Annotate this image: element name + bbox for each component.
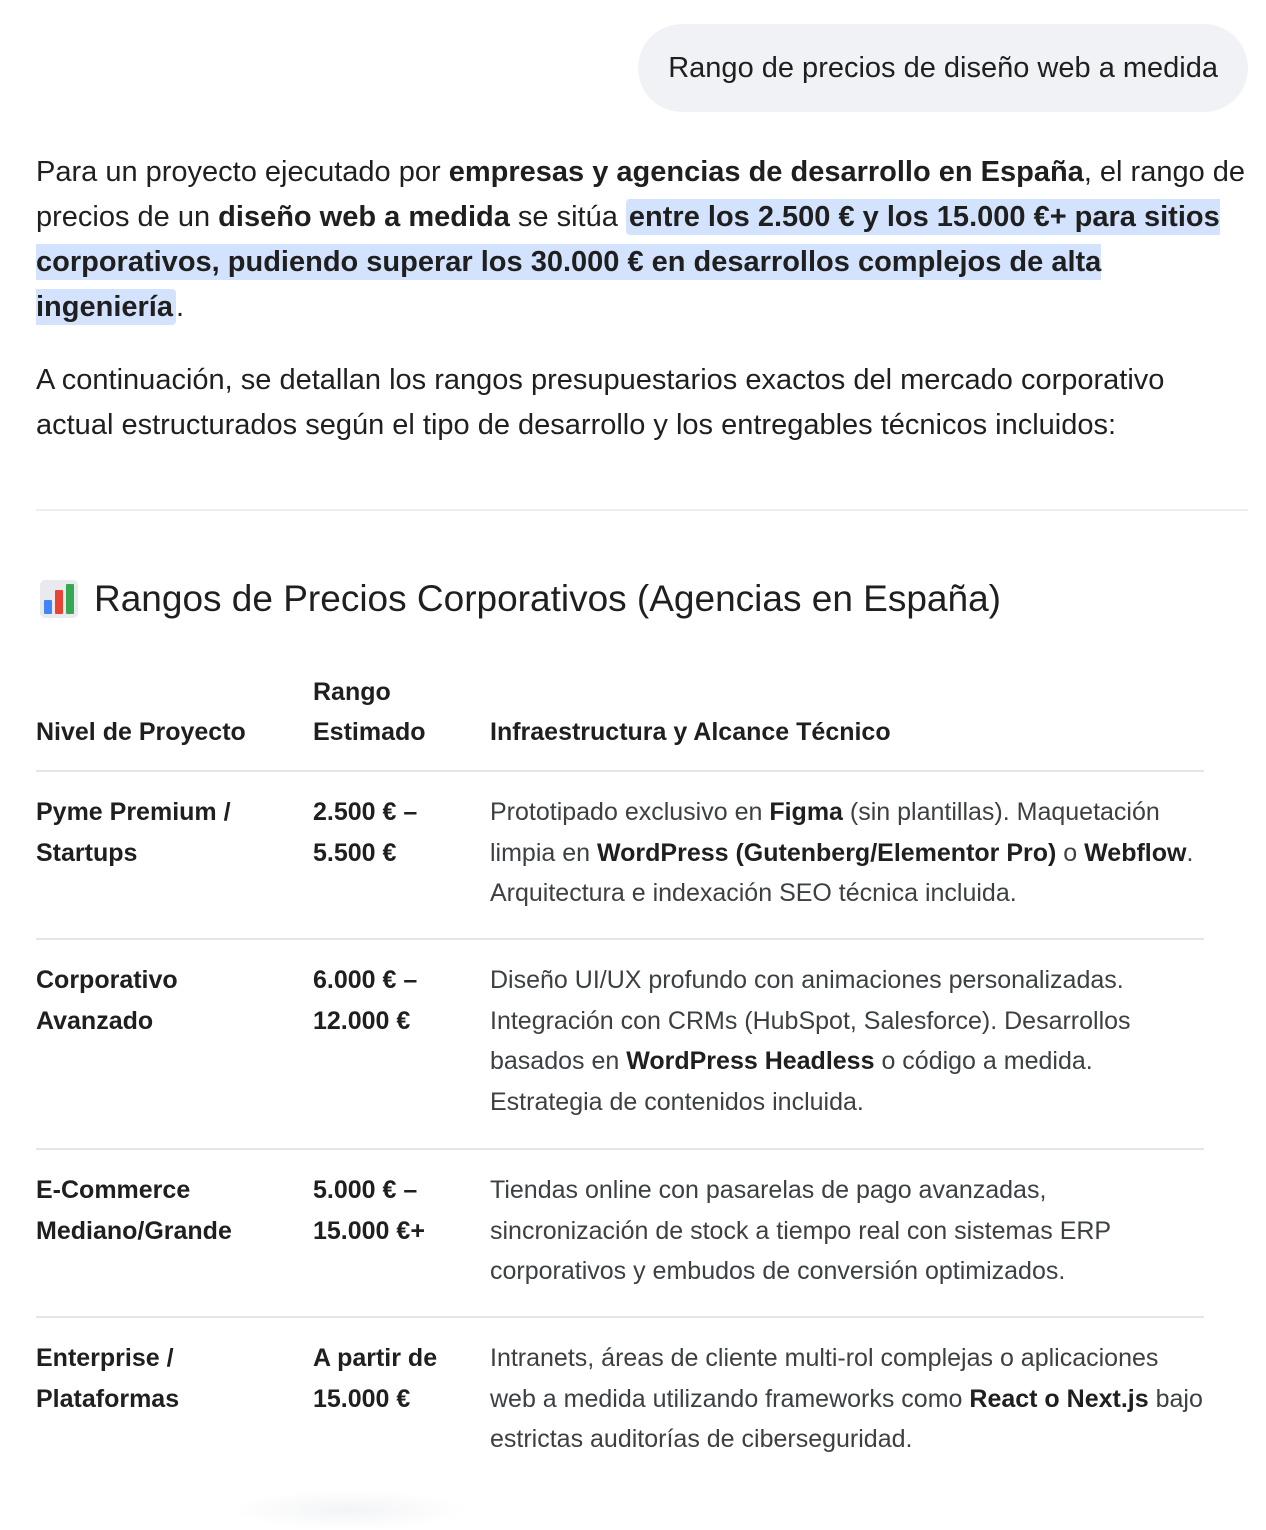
continuation-paragraph: A continuación, se detallan los rangos presupuestarios exactos del mercado corporativo actual estructurados según el tipo de desarrollo y los entregables técnicos incluidos: — [36, 364, 1165, 441]
header-estimated-range: Rango Estimado — [313, 678, 426, 746]
scroll-fade — [230, 1490, 470, 1530]
scope-text: (sin plantillas). Maquetación limpia en — [490, 798, 1160, 867]
table-row — [36, 1318, 1204, 1488]
user-query-text: Rango de precios de diseño web a medida — [668, 51, 1218, 84]
section-divider — [36, 509, 1248, 511]
intro-text: , el rango de precios de un — [36, 156, 1246, 233]
cell-scope-description — [490, 792, 1204, 914]
table-row — [36, 940, 1204, 1150]
table-header — [36, 676, 1204, 772]
cell-project-level: Corporativo Avanzado — [36, 966, 178, 1035]
cell-scope-description — [490, 1338, 1204, 1460]
highlighted-price-range[interactable]: entre los 2.500 € y los 15.000 €+ para sitios corporativos, pudiendo superar los 30.000 € en desarrollos complejos de alta ingeniería — [36, 201, 1220, 323]
cell-price-range: 5.000 € – 15.000 €+ — [313, 1176, 425, 1245]
cell-project-level: Pyme Premium / Startups — [36, 798, 231, 867]
header-project-level: Nivel de Proyecto — [36, 718, 246, 746]
scope-bold-term: WordPress (Gutenberg/Elementor Pro) — [597, 838, 1057, 867]
intro-text: . — [176, 291, 185, 323]
scope-text: o — [1056, 838, 1085, 867]
scope-text: Tiendas online con pasarelas de pago avanzadas, sincronización de stock a tiempo real con sistemas ERP corporativos y embudos de conversión optimizados. — [490, 1176, 1111, 1285]
table-row — [36, 1150, 1204, 1318]
scope-text: Diseño UI/UX profundo con animaciones personalizadas. Integración con CRMs (HubSpot, Salesforce). Desarrollos basados en — [490, 966, 1131, 1075]
header-scope: Infraestructura y Alcance Técnico — [490, 718, 891, 746]
scope-bold-term: React o Next.js — [969, 1384, 1149, 1413]
scope-text: bajo estrictas auditorías de ciberseguridad. — [490, 1384, 1203, 1453]
pricing-table — [36, 676, 1204, 1488]
scope-text: o código a medida. Estrategia de contenidos incluida. — [490, 1047, 1093, 1116]
section-title: Rangos de Precios Corporativos (Agencias en España) — [94, 578, 1001, 619]
cell-project-level: E-Commerce Mediano/Grande — [36, 1176, 232, 1245]
scope-text: Intranets, áreas de cliente multi-rol complejas o aplicaciones web a medida utilizando frameworks como — [490, 1344, 1159, 1413]
section-heading — [40, 574, 1001, 624]
intro-paragraph — [36, 150, 1248, 330]
intro-bold-custom-design: diseño web a medida — [218, 201, 510, 233]
scope-text: Prototipado exclusivo en — [490, 798, 770, 826]
cell-scope-description — [490, 1170, 1204, 1292]
intro-bold-agencies: empresas y agencias de desarrollo en España — [448, 156, 1084, 188]
cell-scope-description — [490, 960, 1204, 1122]
scope-bold-term: Figma — [769, 798, 843, 826]
scope-bold-term: Webflow — [1084, 838, 1187, 867]
scope-bold-term: WordPress Headless — [626, 1047, 875, 1075]
intro-text: se sitúa — [509, 201, 626, 233]
cell-price-range: A partir de 15.000 € — [313, 1344, 438, 1413]
response-body — [36, 150, 1248, 448]
user-query-bubble — [638, 24, 1248, 112]
intro-text: Para un proyecto ejecutado por — [36, 156, 449, 188]
scope-text: . Arquitectura e indexación SEO técnica incluida. — [490, 838, 1194, 907]
cell-price-range: 6.000 € – 12.000 € — [313, 966, 418, 1035]
table-row — [36, 772, 1204, 940]
bar-chart-icon — [40, 580, 78, 618]
cell-project-level: Enterprise / Plataformas — [36, 1344, 180, 1413]
cell-price-range: 2.500 € – 5.500 € — [313, 798, 418, 867]
